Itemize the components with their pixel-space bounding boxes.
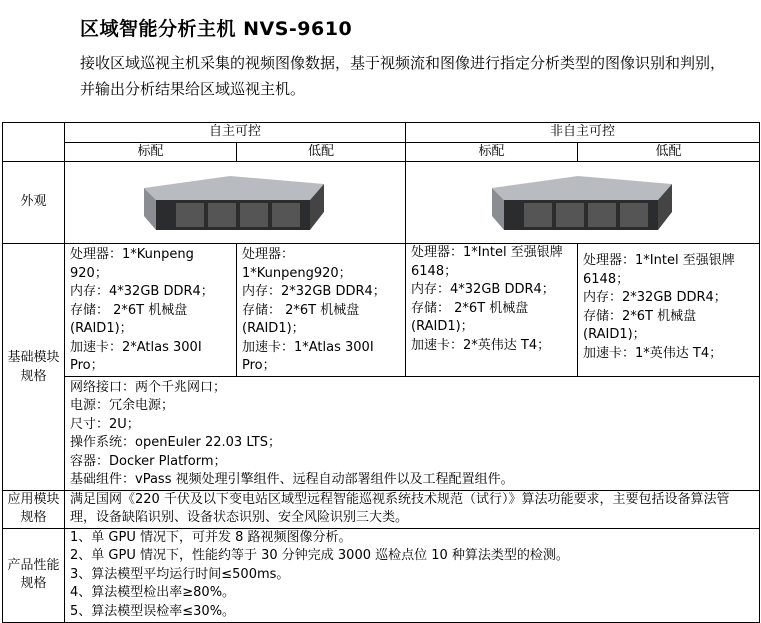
subheader: 低配 [237, 142, 406, 162]
page-title: 区域智能分析主机 NVS-9610 [80, 18, 353, 40]
server-image-cell [65, 162, 406, 244]
group-header: 自主可控 [65, 123, 406, 143]
description: 接收区域巡视主机采集的视频图像数据，基于视频流和图像进行指定分析类型的图像识别和判别，并输出分析结果给区域巡视主机。 [80, 54, 726, 98]
accelerator: 加速卡：2*Atlas 300I Pro； [70, 339, 202, 373]
accelerator: 加速卡：1*Atlas 300I Pro； [242, 339, 374, 373]
common-spec: 网络接口：两个千兆网口； [70, 379, 227, 395]
common-spec: 尺寸：2U； [70, 416, 140, 432]
storage: 存储： 2*6T 机械盘(RAID1)； [411, 300, 529, 334]
performance-spec-cell [65, 528, 760, 622]
performance-item: 2、单 GPU 情况下，性能约等于 30 分钟完成 3000 巡检点位 10 种算法类型的检测。 [70, 548, 569, 564]
server-image [140, 172, 330, 234]
performance-item: 1、单 GPU 情况下，可并发 8 路视频图像分析。 [70, 529, 352, 545]
memory: 内存：2*32GB DDR4； [583, 290, 727, 305]
performance-item: 3、算法模型平均运行时间≤500ms。 [70, 566, 290, 582]
group-header: 非自主可控 [406, 123, 760, 143]
subheader: 标配 [65, 142, 237, 162]
memory: 内存：4*32GB DDR4； [411, 282, 555, 297]
application-spec: 满足国网《220 千伏及以下变电站区域型远程智能巡视系统技术规范（试行）》算法功能要求，主要包括设备算法管理，设备缺陷识别、设备状态识别、安全风险识别三大类。 [65, 490, 760, 528]
config-cell [406, 244, 578, 377]
row-label-application: 应用模块规格 [3, 490, 65, 528]
config-cell [237, 244, 406, 377]
common-spec-cell [65, 376, 760, 490]
server-image-cell [406, 162, 760, 244]
subheader: 标配 [406, 142, 578, 162]
accelerator: 加速卡：2*英伟达 T4； [411, 337, 551, 353]
row-label-appearance: 外观 [3, 162, 65, 244]
corner-cell [3, 123, 65, 162]
spec-table [2, 122, 760, 623]
config-cell [578, 244, 760, 377]
cpu: 处理器：1*Kunpeng 920； [70, 247, 194, 281]
common-spec: 操作系统：openEuler 22.03 LTS； [70, 435, 281, 450]
row-label-performance: 产品性能规格 [3, 528, 65, 622]
subheader: 低配 [578, 142, 760, 162]
storage: 存储： 2*6T 机械盘(RAID1)； [70, 302, 188, 336]
common-spec: 电源：冗余电源； [70, 398, 175, 413]
row-label-basic: 基础模块规格 [3, 244, 65, 491]
storage: 存储：2*6T 机械盘(RAID1)； [583, 308, 697, 342]
memory: 内存：4*32GB DDR4； [70, 284, 214, 299]
performance-item: 4、算法模型检出率≥80%。 [70, 585, 236, 601]
cpu: 处理器：1*Kunpeng920； [242, 247, 352, 281]
config-cell [65, 244, 237, 377]
common-spec: 基础组件：vPass 视频处理引擎组件、远程自动部署组件以及工程配置组件。 [70, 472, 514, 487]
server-image [488, 172, 678, 234]
cpu: 处理器：1*Intel 至强银牌6148； [583, 253, 735, 287]
performance-item: 5、算法模型误检率≤30%。 [70, 603, 236, 619]
accelerator: 加速卡：1*英伟达 T4； [583, 345, 723, 361]
cpu: 处理器：1*Intel 至强银牌6148； [411, 245, 563, 279]
common-spec: 容器：Docker Platform； [70, 453, 227, 469]
storage: 存储： 2*6T 机械盘(RAID1)； [242, 302, 360, 336]
memory: 内存：2*32GB DDR4； [242, 284, 386, 299]
